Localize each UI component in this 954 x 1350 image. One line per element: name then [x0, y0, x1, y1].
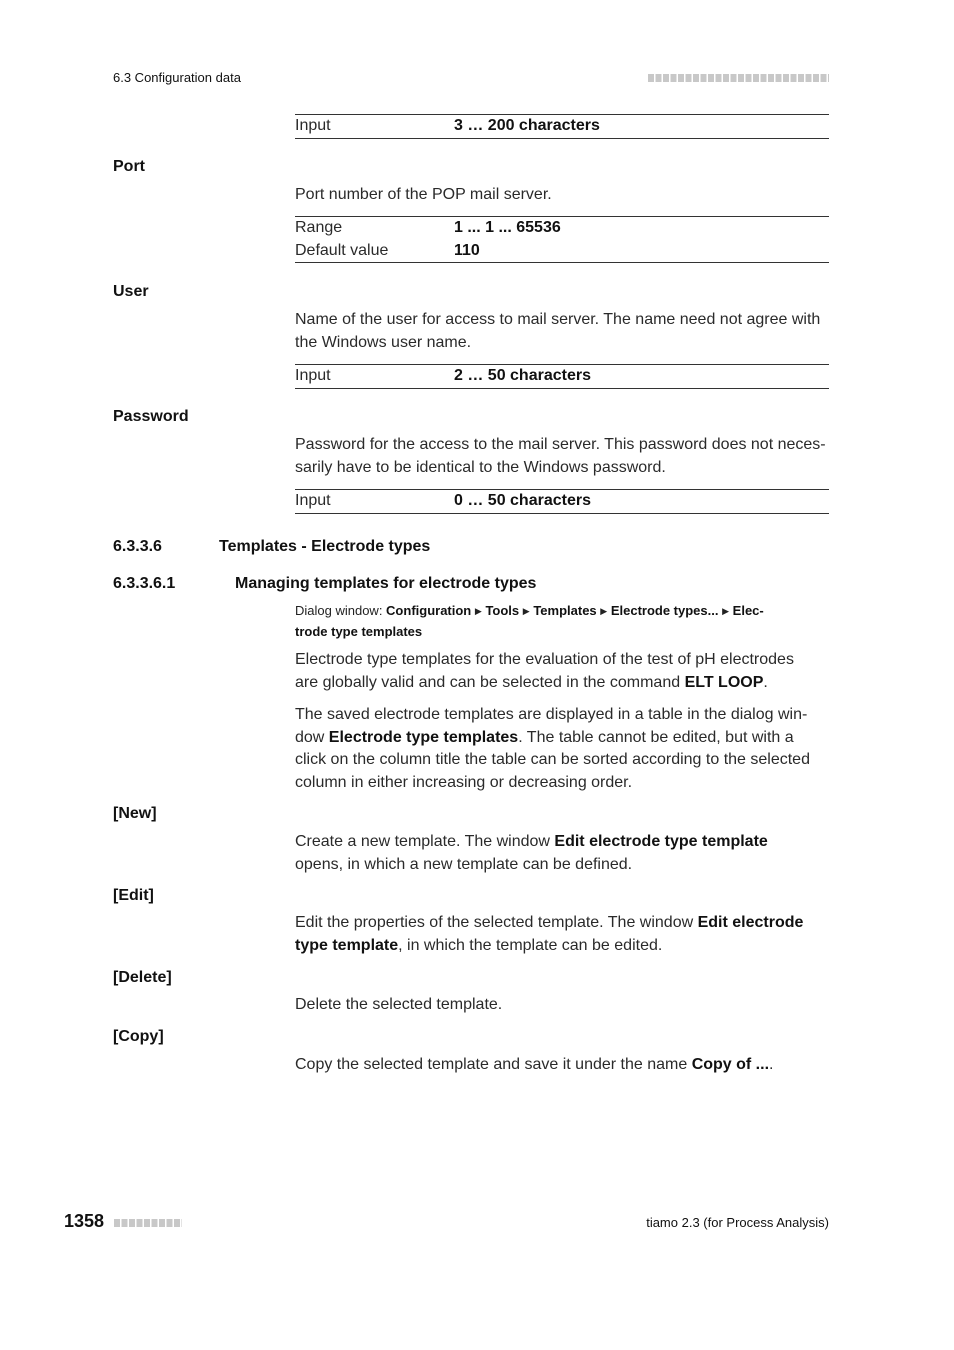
triangle-right-icon: ▶: [474, 606, 482, 616]
user-description: [295, 309, 831, 354]
param-value: 110: [454, 241, 480, 259]
path-step: trode type templates: [295, 624, 423, 639]
term-port: Port: [113, 158, 145, 175]
param-label: Range: [295, 219, 343, 237]
param-value: 2 … 50 characters: [454, 367, 591, 385]
dialog-path: [295, 601, 831, 641]
path-step: Electrode types...: [610, 603, 719, 618]
section-title: Templates - Electrode types: [219, 538, 431, 555]
term-copy-button: [Copy]: [113, 1028, 164, 1045]
text-line: dow Electrode type templates. The table cannot be edited, but with a: [295, 728, 794, 746]
product-name: tiamo 2.3 (for Process Analysis): [646, 1215, 829, 1230]
edit-button-description: [295, 912, 831, 957]
text-line: are globally valid and can be selected in the command ELT LOOP.: [295, 673, 768, 691]
param-value: 3 … 200 characters: [454, 117, 600, 135]
text-line: sarily have to be identical to the Windows password.: [295, 458, 666, 476]
term-delete-button: [Delete]: [113, 969, 172, 986]
path-step: Configuration: [386, 603, 472, 618]
triangle-right-icon: ▶: [600, 606, 608, 616]
port-param-table: [295, 216, 829, 263]
path-step: Tools: [485, 603, 520, 618]
text-line: column in either increasing or decreasing order.: [295, 773, 633, 791]
section-number: 6.3.3.6: [113, 538, 162, 555]
running-header: 6.3 Configuration data: [113, 70, 241, 85]
term-edit-button: [Edit]: [113, 887, 154, 904]
text-line: Dialog window: Configuration ▶ Tools ▶ Templates ▶ Electrode types... ▶ Elec-: [295, 603, 764, 618]
text-line: [295, 622, 831, 641]
param-row: [295, 365, 829, 388]
text-line: The saved electrode templates are displayed in a table in the dialog win-: [295, 706, 808, 723]
text-line: opens, in which a new template can be defined.: [295, 855, 633, 873]
subsection-title: Managing templates for electrode types: [235, 575, 537, 592]
user-param-table: [295, 364, 829, 389]
param-row: [295, 490, 829, 513]
text-line: Create a new template. The window Edit electrode type template: [295, 833, 768, 850]
param-label: Input: [295, 492, 331, 510]
text-line: Copy the selected template and save it under the name Copy of ....: [295, 1056, 774, 1073]
param-label: Input: [295, 367, 331, 385]
text-line: click on the column title the table can be sorted according to the selected: [295, 751, 810, 768]
param-row: [295, 217, 829, 240]
copy-button-description: [295, 1054, 831, 1077]
text-line: type template, in which the template can be edited.: [295, 936, 663, 954]
param-value: 0 … 50 characters: [454, 492, 591, 510]
text-line: Name of the user for access to mail server. The name need not agree with: [295, 311, 821, 328]
intro-paragraph: [295, 649, 831, 694]
host-param-table: [295, 114, 829, 139]
text-line: the Windows user name.: [295, 333, 472, 351]
param-label: Input: [295, 117, 331, 135]
term-password: Password: [113, 408, 189, 425]
page-number: 1358: [64, 1211, 105, 1231]
new-button-description: [295, 831, 831, 876]
param-value: 1 ... 1 ... 65536: [454, 219, 561, 237]
text-line: Electrode type templates for the evaluation of the test of pH electrodes: [295, 651, 794, 668]
path-step: Elec-: [732, 603, 764, 618]
term-user: User: [113, 283, 149, 300]
password-description: [295, 434, 831, 479]
port-description: Port number of the POP mail server.: [295, 186, 552, 203]
triangle-right-icon: ▶: [722, 606, 730, 616]
password-param-table: [295, 489, 829, 514]
delete-button-description: Delete the selected template.: [295, 996, 503, 1013]
text-line: Edit the properties of the selected template. The window Edit electrode: [295, 914, 804, 931]
text-line: Password for the access to the mail server. This password does not neces-: [295, 436, 826, 453]
param-row: [295, 115, 829, 138]
path-step: Templates: [533, 603, 597, 618]
header-decoration: [648, 74, 829, 82]
param-label: Default value: [295, 241, 389, 259]
subsection-number: 6.3.3.6.1: [113, 575, 176, 592]
param-row: [295, 240, 829, 263]
table-info-paragraph: [295, 704, 831, 794]
footer-decoration: [114, 1219, 182, 1227]
term-new-button: [New]: [113, 805, 157, 822]
triangle-right-icon: ▶: [522, 606, 530, 616]
